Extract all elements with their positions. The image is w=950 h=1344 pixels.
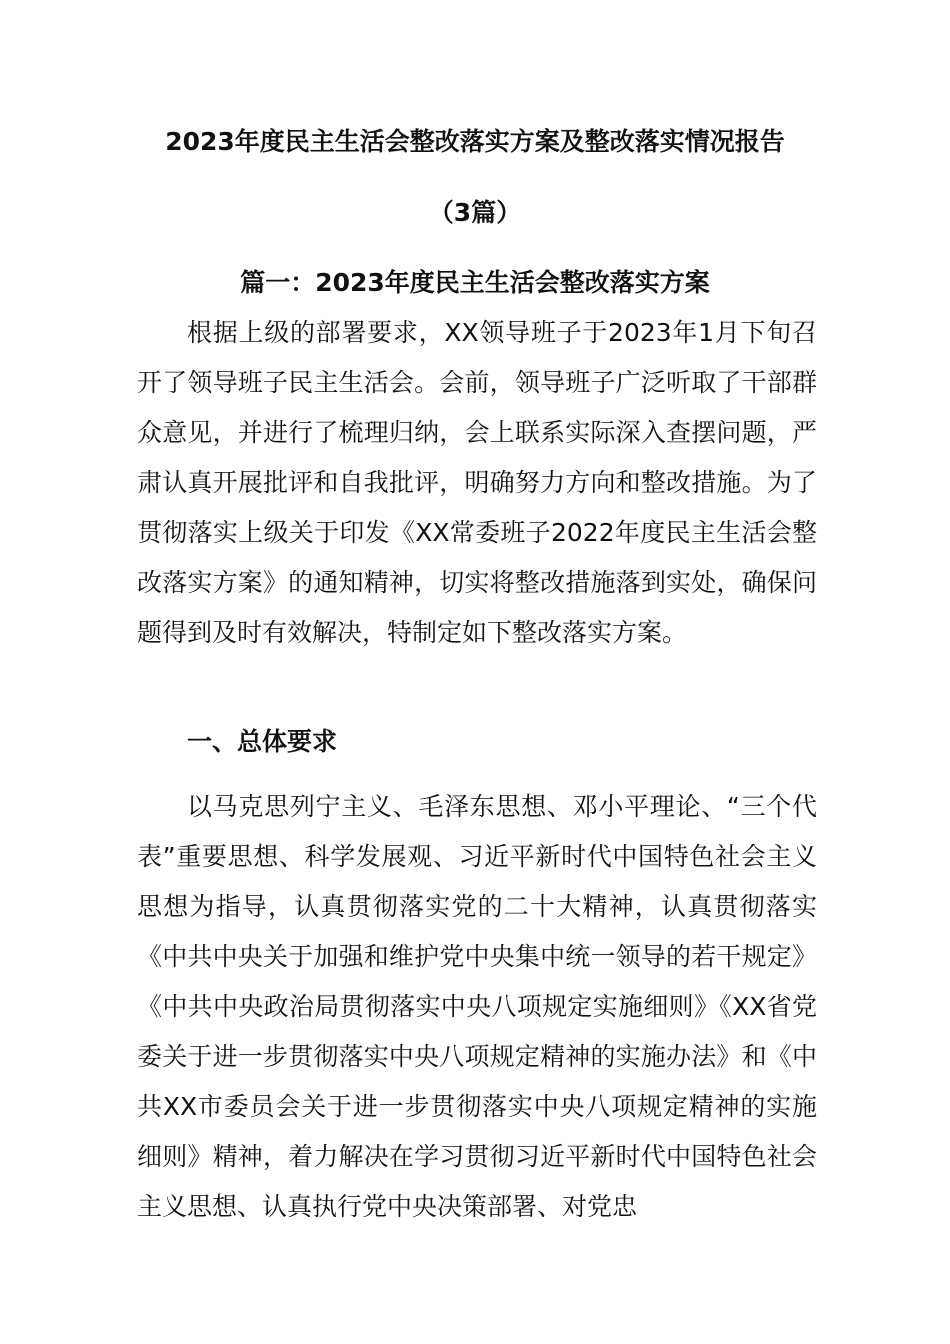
document-subtitle: （3篇） xyxy=(428,198,522,227)
body-paragraph-1: 根据上级的部署要求，XX领导班子于2023年1月下旬召开了领导班子民主生活会。会前，领导班子广泛听取了干部群众意见，并进行了梳理归纳，会上联系实际深入查摆问题，严肃认真开展批评和自我批评，明确努力方向和整改措施。为了贯彻落实上级关于印发《XX常委班子2022年度民主生活会整改落实方案》的通知精神，切实将整改措施落到实处，确保问题得到及时有效解决，特制定如下整改落实方案。 xyxy=(137,318,817,647)
body-paragraph-2: 以马克思列宁主义、毛泽东思想、邓小平理论、“三个代表”重要思想、科学发展观、习近平新时代中国特色社会主义思想为指导，认真贯彻落实党的二十大精神，认真贯彻落实《中共中央关于加强和维护党中央集中统一领导的若干规定》《中共中央政治局贯彻落实中央八项规定实施细则》《XX省党委关于进一步贯彻落实中央八项规定精神的实施办法》和《中共XX市委员会关于进一步贯彻落实中央八项规定精神的实施细则》精神，着力解决在学习贯彻习近平新时代中国特色社会主义思想、认真执行党中央决策部署、对党忠 xyxy=(137,792,817,1221)
document-title: 2023年度民主生活会整改落实方案及整改落实情况报告 xyxy=(165,127,785,156)
heading-general-requirements: 一、总体要求 xyxy=(187,727,338,756)
section-title: 篇一：2023年度民主生活会整改落实方案 xyxy=(240,268,710,297)
